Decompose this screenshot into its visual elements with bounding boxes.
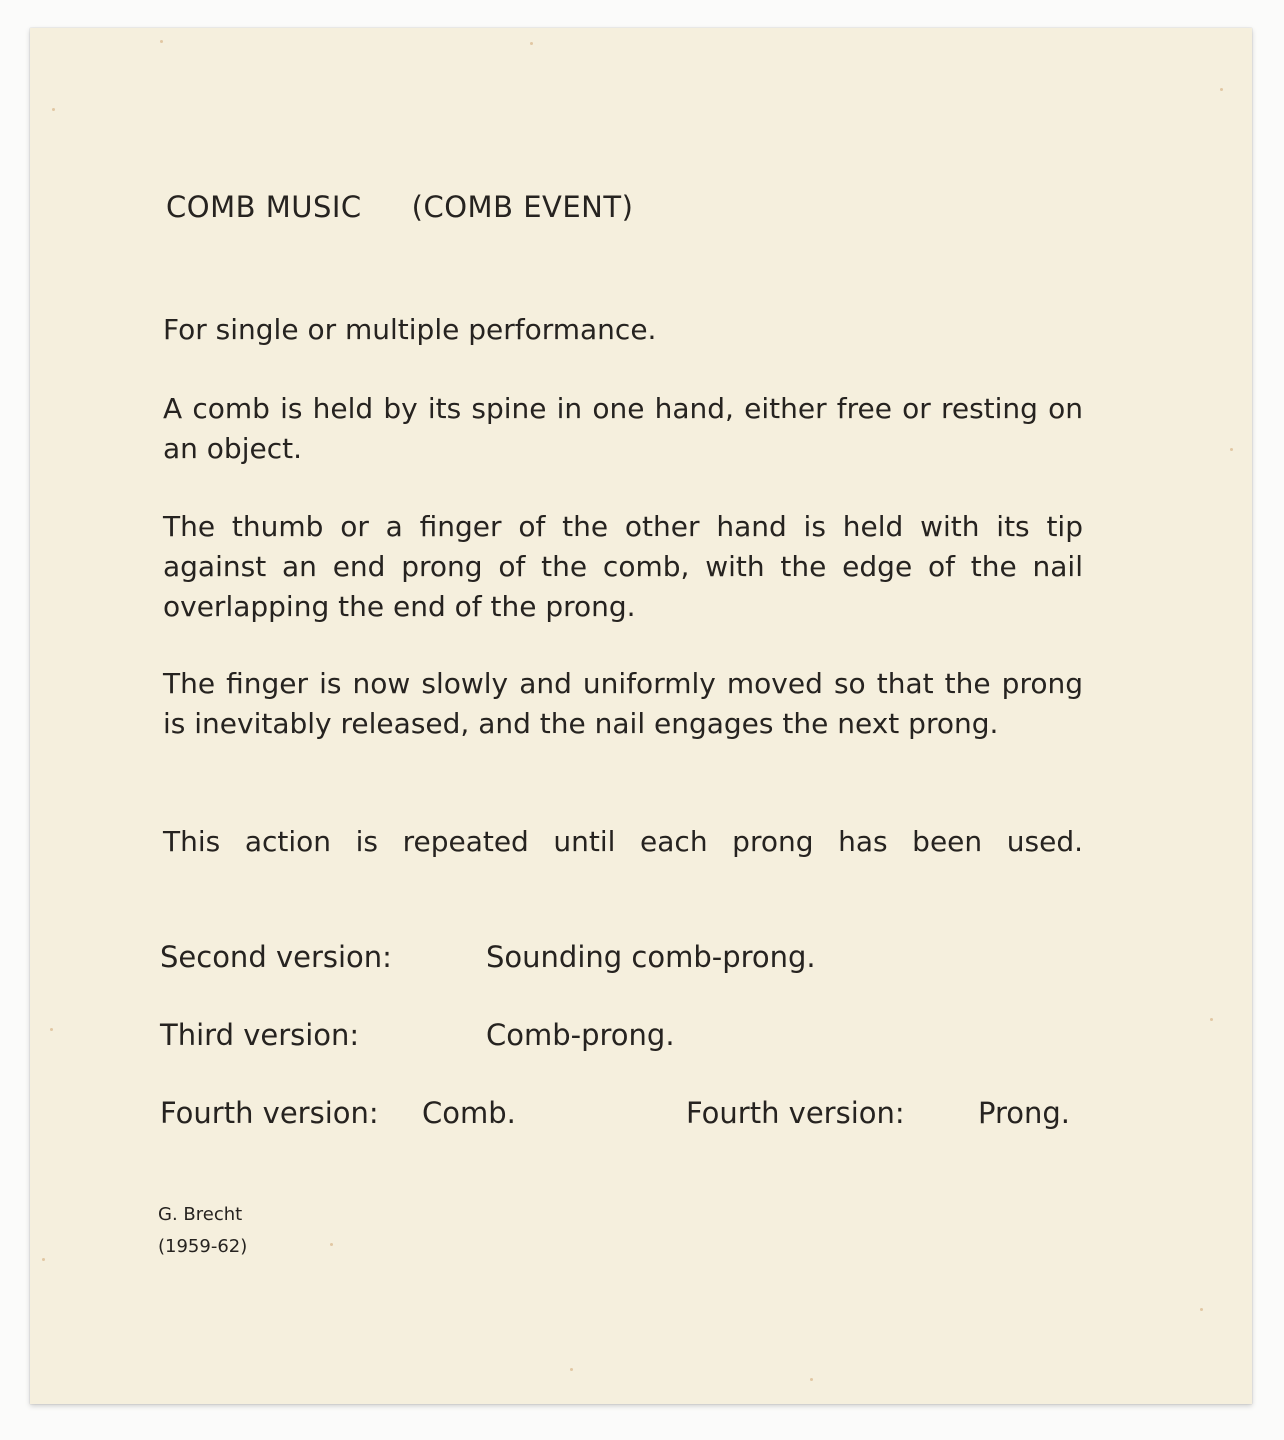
paragraph-repeat: This action is repeated until each prong has been used.: [163, 825, 1083, 858]
paragraph-comb-held: A comb is held by its spine in one hand, either free or resting on an object.: [163, 392, 1083, 465]
third-version-value: Comb-prong.: [486, 1018, 675, 1052]
date-range: (1959-62): [158, 1236, 248, 1257]
score-card: [30, 28, 1252, 1404]
fourth-version-a-value: Comb.: [422, 1096, 516, 1130]
subtitle-text: (COMB EVENT): [411, 190, 634, 224]
author-signature: G. Brecht: [158, 1204, 243, 1225]
paragraph-performance: For single or multiple performance.: [163, 313, 657, 346]
second-version-value: Sounding comb-prong.: [486, 940, 816, 974]
paragraph-finger-moved: The finger is now slowly and uniformly moved so that the prong is inevitably released, and the nail engages the next prong.: [163, 667, 1083, 740]
second-version-label: Second version:: [160, 940, 392, 974]
third-version-label: Third version:: [160, 1018, 360, 1052]
fourth-version-b-label: Fourth version:: [686, 1096, 905, 1130]
fourth-version-b-value: Prong.: [978, 1096, 1071, 1130]
page-title: [166, 190, 633, 224]
paragraph-thumb: The thumb or a finger of the other hand is held with its tip against an end prong of the comb, with the edge of the nail overlapping the end of the prong.: [163, 510, 1083, 623]
title-text: COMB MUSIC: [166, 190, 362, 224]
fourth-version-a-label: Fourth version:: [160, 1096, 379, 1130]
